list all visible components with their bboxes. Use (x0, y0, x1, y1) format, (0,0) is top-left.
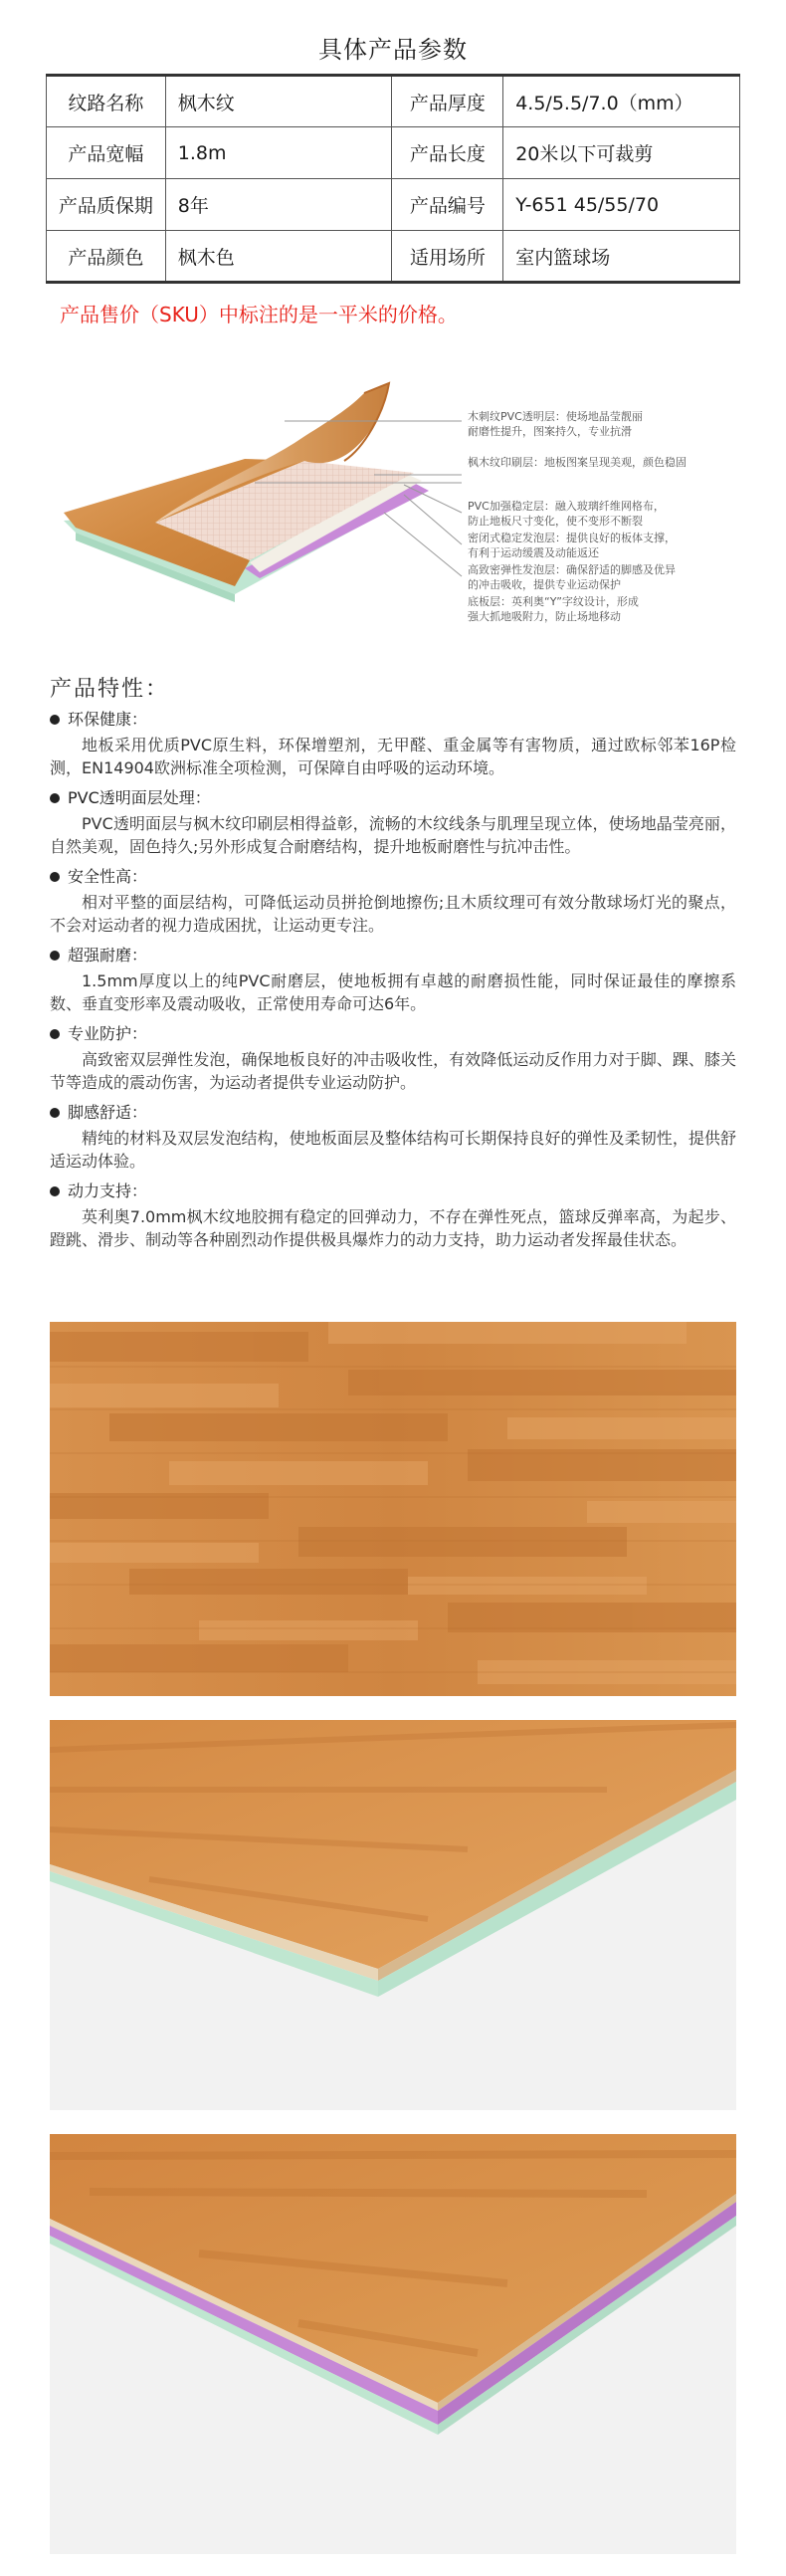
spec-key: 纹路名称 (47, 76, 166, 127)
feature-item (46, 709, 740, 781)
feature-head: 专业防护： (68, 1024, 148, 1043)
feature-body: PVC透明面层与枫木纹印刷层相得益彰，流畅的木纹线条与肌理呈现立体，使场地晶莹亮丽，自然美观，固色持久;另外形成复合耐磨结构，提升地板耐磨性与抗冲击性。 (50, 814, 736, 856)
table-row (47, 231, 740, 283)
bullet-icon (50, 1108, 60, 1118)
floor-edge-photo (50, 1720, 736, 2110)
feature-list (46, 709, 740, 1259)
spec-table (46, 74, 740, 284)
table-row (47, 179, 740, 231)
table-row (47, 76, 740, 127)
layer-diagram (46, 373, 740, 632)
feature-head: 动力支持： (68, 1181, 148, 1200)
feature-head: 超强耐磨： (68, 946, 148, 965)
feature-body: 精纯的材料及双层发泡结构，使地板面层及整体结构可长期保持良好的弹性及柔韧性，提供舒适运动体验。 (50, 1129, 736, 1171)
bullet-icon (50, 872, 60, 882)
wood-texture-photo (50, 1322, 736, 1696)
spec-key: 产品厚度 (392, 76, 503, 127)
spec-key: 产品质保期 (47, 179, 166, 231)
spec-key: 产品宽幅 (47, 127, 166, 179)
feature-body: 高致密双层弹性发泡，确保地板良好的冲击吸收性，有效降低运动反作用力对于脚、踝、膝关节等造成的震动伤害，为运动者提供专业运动防护。 (50, 1050, 736, 1092)
feature-head: 安全性高： (68, 867, 148, 886)
floor-layers-photo (50, 2134, 736, 2554)
spec-value: 1.8m (165, 127, 392, 179)
feature-head: 环保健康： (68, 710, 148, 729)
spec-value: 20米以下可裁剪 (503, 127, 740, 179)
feature-item (46, 1023, 740, 1096)
feature-body: 相对平整的面层结构，可降低运动员拼抢倒地擦伤;且木质纹理可有效分散球场灯光的聚点，不会对运动者的视力造成困扰，让运动更专注。 (50, 893, 736, 935)
layer-label-foam1: 密闭式稳定发泡层：提供良好的板体支撑， 有利于运动缓震及动能返还 (468, 532, 676, 559)
layer-label-base: 底板层：英利奥“Y”字纹设计，形成 强大抓地吸附力，防止场地移动 (468, 595, 639, 623)
spec-value: Y-651 45/55/70 (503, 179, 740, 231)
spec-value: 室内篮球场 (503, 231, 740, 283)
feature-body: 地板采用优质PVC原生料，环保增塑剂，无甲醛、重金属等有害物质，通过欧标邻苯16P检测，EN14904欧洲标准全项检测，可保障自由呼吸的运动环境。 (50, 736, 736, 777)
feature-item (46, 866, 740, 939)
spec-value: 8年 (165, 179, 392, 231)
feature-item (46, 1181, 740, 1253)
layer-label-print: 枫木纹印刷层：地板图案呈现美观，颜色稳固 (468, 456, 687, 469)
features-title: 产品特性： (50, 677, 170, 702)
bullet-icon (50, 1029, 60, 1039)
feature-item (46, 787, 740, 860)
page-title: 具体产品参数 (318, 36, 468, 64)
price-notice: 产品售价（SKU）中标注的是一平米的价格。 (60, 303, 458, 326)
spec-key: 适用场所 (392, 231, 503, 283)
bullet-icon (50, 951, 60, 961)
bullet-icon (50, 715, 60, 725)
spec-key: 产品长度 (392, 127, 503, 179)
layer-label-stable: PVC加强稳定层：融入玻璃纤维网格布， 防止地板尺寸变化，使不变形不断裂 (468, 500, 665, 528)
feature-head: PVC透明面层处理： (68, 788, 211, 807)
layer-label-pvc: 木刺纹PVC透明层：使场地晶莹靓丽 耐磨性提升，图案持久，专业抗滑 (468, 410, 643, 438)
spec-key: 产品颜色 (47, 231, 166, 283)
table-row (47, 127, 740, 179)
spec-value: 枫木色 (165, 231, 392, 283)
spec-value: 4.5/5.5/7.0（mm） (503, 76, 740, 127)
feature-head: 脚感舒适： (68, 1103, 148, 1122)
bullet-icon (50, 793, 60, 803)
feature-body: 1.5mm厚度以上的纯PVC耐磨层，使地板拥有卓越的耐磨损性能，同时保证最佳的摩擦系数、垂直变形率及震动吸收，正常使用寿命可达6年。 (50, 971, 736, 1013)
spec-value: 枫木纹 (165, 76, 392, 127)
bullet-icon (50, 1186, 60, 1196)
feature-item (46, 1102, 740, 1175)
spec-key: 产品编号 (392, 179, 503, 231)
feature-body: 英利奥7.0mm枫木纹地胶拥有稳定的回弹动力，不存在弹性死点，篮球反弹率高，为起步、蹬跳、滑步、制动等各种剧烈动作提供极具爆炸力的动力支持，助力运动者发挥最佳状态。 (50, 1207, 736, 1249)
feature-item (46, 945, 740, 1017)
layer-label-foam2: 高致密弹性发泡层：确保舒适的脚感及优异 的冲击吸收，提供专业运动保护 (468, 563, 676, 591)
